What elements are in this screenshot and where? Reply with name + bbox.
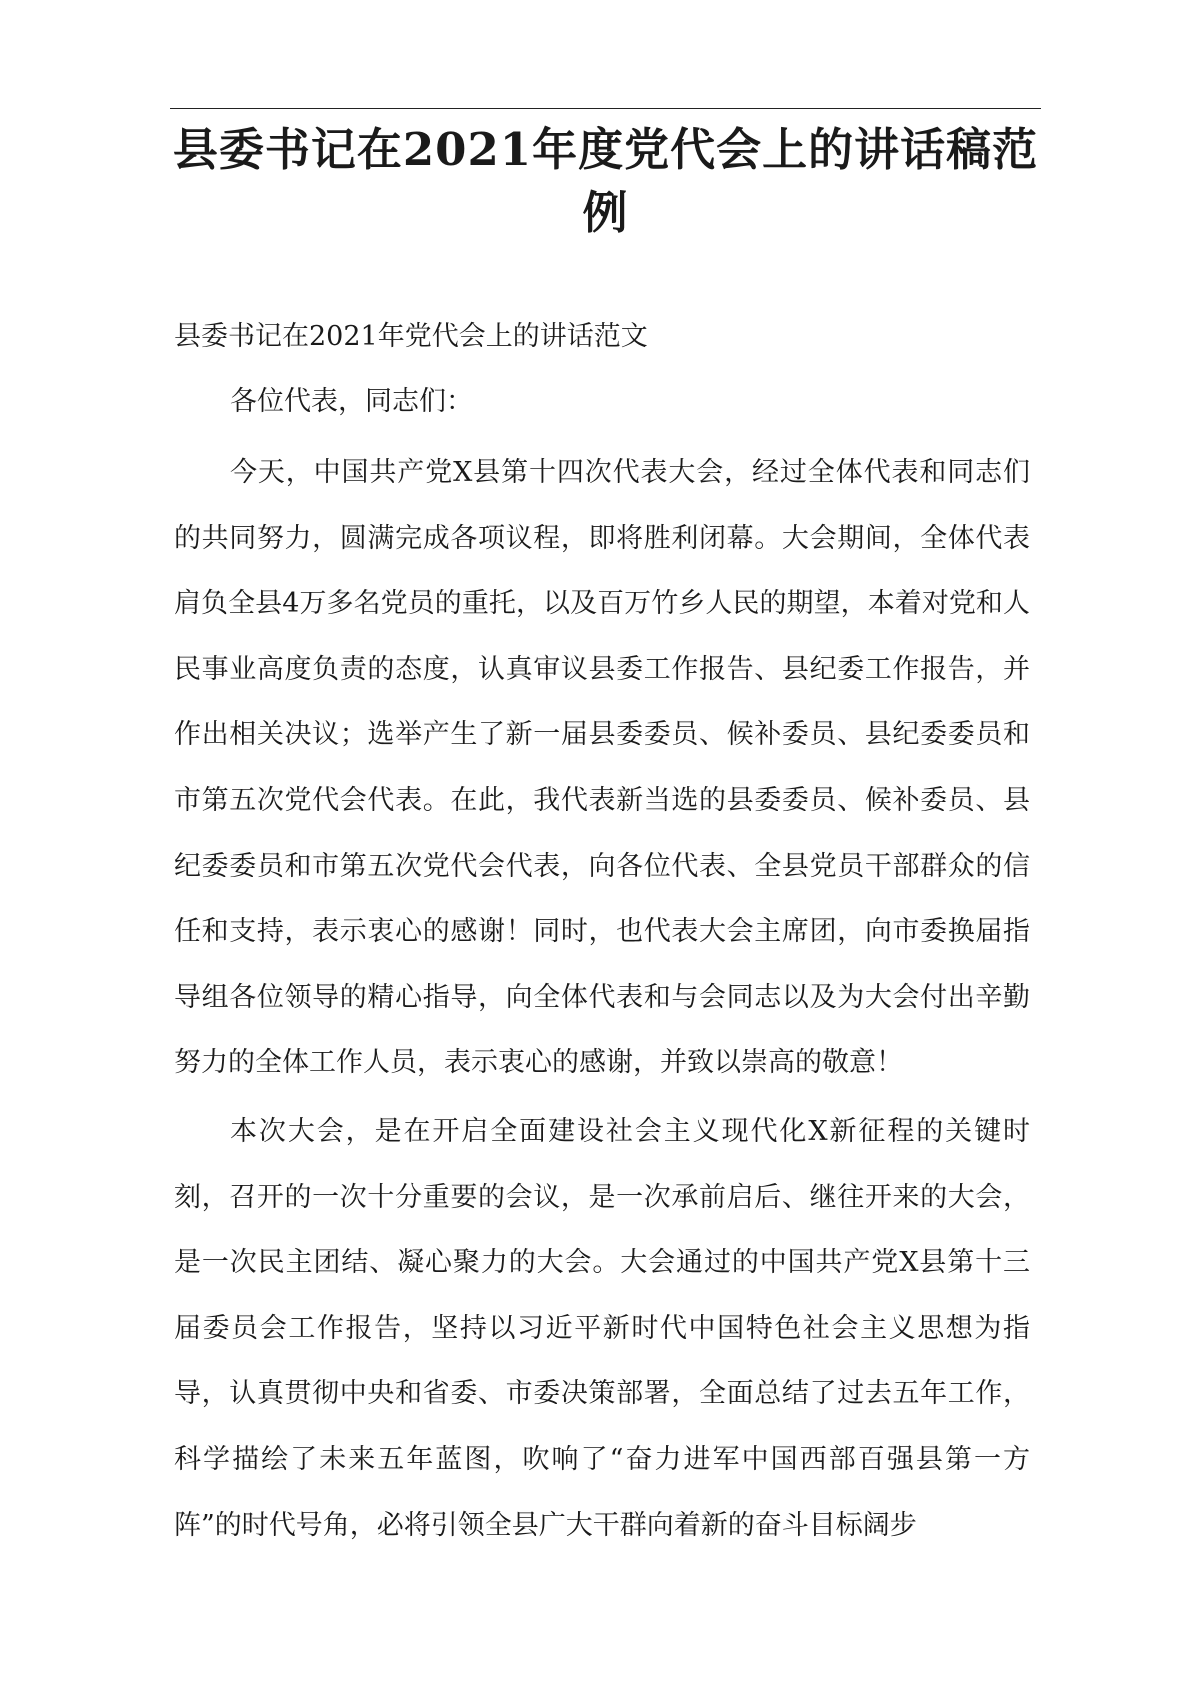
body-paragraph: 今天，中国共产党X县第十四次代表大会，经过全体代表和同志们的共同努力，圆满完成各项议程，即将胜利闭幕。大会期间，全体代表肩负全县4万多名党员的重托，以及百万竹乡人民的期望，本着对党和人民事业高度负责的态度，认真审议县委工作报告、县纪委工作报告，并作出相关决议；选举产生了新一届县委委员、候补委员、县纪委委员和市第五次党代会代表。在此，我代表新当选的县委委员、候补委员、县纪委委员和市第五次党代会代表，向各位代表、全县党员干部群众的信任和支持，表示衷心的感谢！同时，也代表大会主席团，向市委换届指导组各位领导的精心指导，向全体代表和与会同志以及为大会付出辛勤努力的全体工作人员，表示衷心的感谢，并致以崇高的敬意！ (174, 457, 1030, 1079)
header-rule (170, 108, 1041, 109)
salutation: 各位代表，同志们： (230, 386, 473, 417)
document-subtitle: 县委书记在2021年党代会上的讲话范文 (174, 321, 648, 352)
document-title: 县委书记在2021年度党代会上的讲话稿范例 (172, 123, 1039, 239)
body-paragraph: 本次大会，是在开启全面建设社会主义现代化X新征程的关键时刻，召开的一次十分重要的会议，是一次承前启后、继往开来的大会，是一次民主团结、凝心聚力的大会。大会通过的中国共产党X县第十三届委员会工作报告，坚持以习近平新时代中国特色社会主义思想为指导，认真贯彻中央和省委、市委决策部署，全面总结了过去五年工作，科学描绘了未来五年蓝图，吹响了“奋力进军中国西部百强县第一方阵”的时代号角，必将引领全县广大干群向着新的奋斗目标阔步 (174, 1116, 1030, 1541)
